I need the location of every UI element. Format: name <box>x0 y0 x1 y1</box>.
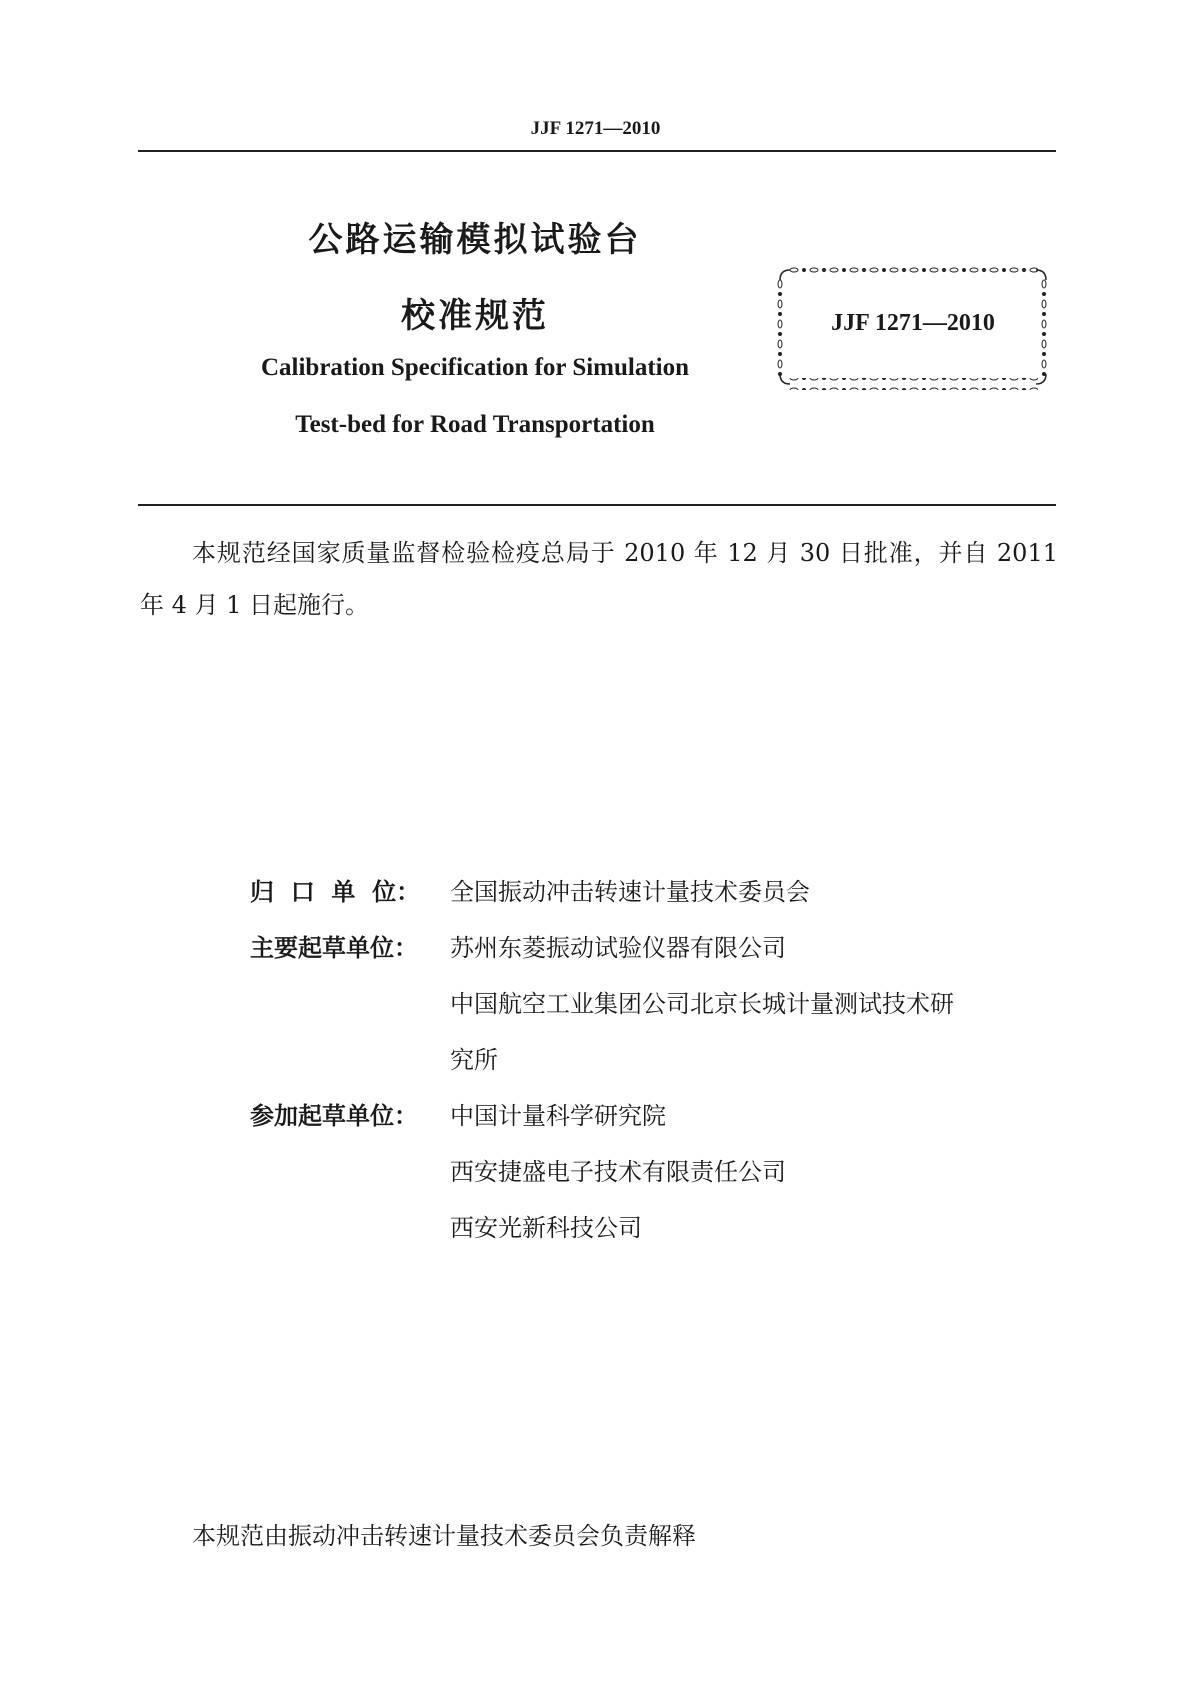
main-drafters-label: 主要起草单位： <box>250 934 418 962</box>
standard-code-text: JJF 1271—2010 <box>831 310 995 336</box>
main-drafter-item: 究所 <box>450 1046 498 1074</box>
responsible-unit-label: 归 口 单 位： <box>250 878 421 906</box>
approval-statement: 本规范经国家质量监督检验检疫总局于 2010 年 12 月 30 日批准，并自 2011 年 4 月 1 日起施行。 <box>140 539 1058 619</box>
header-standard-code: JJF 1271—2010 <box>530 118 661 139</box>
title-english-line2: Test-bed for Road Transportation <box>295 411 655 438</box>
standard-code-box <box>774 264 1052 390</box>
main-drafter-item: 中国航空工业集团公司北京长城计量测试技术研 <box>450 990 954 1018</box>
participating-drafters-label: 参加起草单位： <box>250 1102 418 1130</box>
responsible-unit-value: 全国振动冲击转速计量技术委员会 <box>450 878 810 906</box>
interpretation-note: 本规范由振动冲击转速计量技术委员会负责解释 <box>192 1522 696 1550</box>
title-chinese-line2: 校准规范 <box>401 296 549 336</box>
participating-drafter-item: 西安光新科技公司 <box>450 1214 642 1242</box>
header-rule <box>138 150 1056 152</box>
title-english-line1: Calibration Specification for Simulation <box>260 354 690 381</box>
main-drafter-item: 苏州东菱振动试验仪器有限公司 <box>450 934 786 962</box>
participating-drafter-item: 西安捷盛电子技术有限责任公司 <box>450 1158 786 1186</box>
section-rule <box>138 504 1056 506</box>
participating-drafter-item: 中国计量科学研究院 <box>450 1102 666 1130</box>
title-chinese-line1: 公路运输模拟试验台 <box>308 220 642 260</box>
